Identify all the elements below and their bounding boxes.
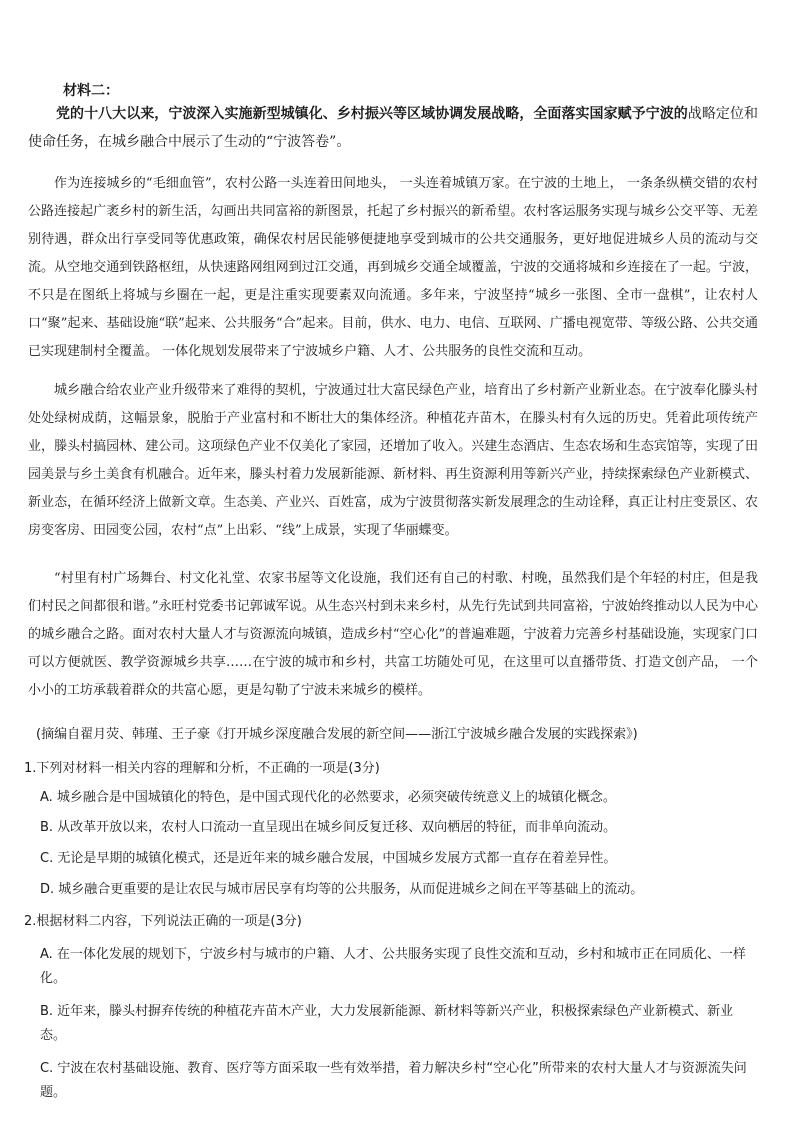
paragraph-2: 作为连接城乡的“毛细血管”，农村公路一头连着田间地头， 一头连着城镇万家。在宁波的土地上， 一条条纵横交错的农村公路连接起广袤乡村的新生活，勾画出共同富裕的新图景，托起了乡村振兴的新希望。农村客运服务实现与城乡公交平等、无差别待遇，群众出行享受同等优惠政策，确保农村居民能够便捷地享受到城市的公共交通服务，更好地促进城乡人员的流动与交流。从空地交通到铁路枢纽，从快速路网组网到过江交通，再到城乡交通全域覆盖，宁波的交通将城和乡连接在了一起。宁波，不只是在图纸上将城与乡圈在一起，更是注重实现要素双向流通。多年来，宁波坚持“城乡一张图、全市一盘棋”，让农村人口“聚”起来、基础设施“联”起来、公共服务“合”起来。目前，供水、电力、电信、互联网、广播电视宽带、等级公路、公共交通已实现建制村全覆盖。 一体化规划发展带来了宁波城乡户籍、人才、公共服务的良性交流和互动。 — [28, 176, 758, 359]
question-1-option-a: A. 城乡融合是中国城镇化的特色，是中国式现代化的必然要求，必须突破传统意义上的城镇化概念。 — [40, 790, 616, 805]
question-1-option-c: C. 无论是早期的城镇化模式，还是近年来的城乡融合发展，中国城乡发展方式都一直存在着差异性。 — [40, 851, 617, 866]
material-heading: 材料二： — [63, 83, 119, 99]
question-2-stem: 2.根据材料二内容，下列说法正确的一项是(3分) — [24, 914, 302, 929]
question-1-stem: 1.下列对材料一相关内容的理解和分析，不正确的一项是(3分) — [24, 761, 380, 776]
question-2-option-c: C. 宁波在农村基础设施、教育、医疗等方面采取一些有效举措，着力解决乡村“空心化”所带来的农村大量人才与资源流失问题。 — [40, 1061, 747, 1100]
question-1-option-d: D. 城乡融合更重要的是让农民与城市居民享有均等的公共服务，从而促进城乡之间在平等基础上的流动。 — [40, 882, 644, 897]
question-1-option-b: B. 从改革开放以来，农村人口流动一直呈现出在城乡间反复迁移、双向栖居的特征，而非单向流动。 — [40, 820, 617, 835]
paragraph-4: “村里有村广场舞台、村文化礼堂、农家书屋等文化设施，我们还有自己的村歌、村晚，虽然我们是个年轻的村庄，但是我们村民之间都很和谐。”永旺村党委书记郭诚军说。从生态兴村到未来乡村，从先行先试到共同富裕，宁波始终推动以人民为中心的城乡融合之路。面对农村大量人才与资源流向城镇，造成乡村“空心化”的普遍难题，宁波着力完善乡村基础设施，实现家门口可以方便就医、教学资源城乡共享……在宁波的城市和乡村，共富工坊随处可见，在这里可以直播带货、打造文创产品， 一个小小的工坊承载着群众的共富心愿，更是勾勒了宁波未来城乡的模样。 — [28, 571, 758, 698]
question-2-option-b: B. 近年来，滕头村摒弃传统的种植花卉苗木产业，大力发展新能源、新材料等新兴产业，积极探索绿色产业新模式、新业态。 — [40, 1004, 734, 1043]
paragraph-1-bold: 党的十八大以来，宁波深入实施新型城镇化、乡村振兴等区域协调发展战略，全面落实国家赋予宁波的 — [56, 106, 688, 122]
paragraph-1-rest: 战略定位和使命任务，在城乡融合中展示了生动的“宁波答卷”。 — [28, 106, 759, 150]
paragraph-3: 城乡融合给农业产业升级带来了难得的契机，宁波通过壮大富民绿色产业，培育出了乡村新产业新业态。在宁波奉化滕头村处处绿树成荫，这幅景象，脱胎于产业富村和不断壮大的集体经济。种植花卉苗木，在滕头村有久远的历史。凭着此项传统产业，滕头村搞园林、建公司。这项绿色产业不仅美化了家园，还增加了收入。兴建生态酒店、生态农场和生态宾馆等，实现了田园美景与乡土美食有机融合。近年来，滕头村着力发展新能源、新材料、再生资源利用等新兴产业，持续探索绿色产业新模式、新业态，在循环经济上做新文章。生态美、产业兴、百姓富，成为宁波贯彻落实新发展理念的生动诠释，真正让村庄变景区、农房变客房、田园变公园，农村“点”上出彩、“线”上成景，实现了华丽蝶变。 — [28, 383, 758, 538]
source-citation: (摘编自翟月荧、韩瑾、王子豪《打开城乡深度融合发展的新空间——浙江宁波城乡融合发展的实践探索》) — [36, 727, 638, 742]
question-2-option-a: A. 在一体化发展的规划下，宁波乡村与城市的户籍、人才、公共服务实现了良性交流和互动，乡村和城市正在同质化、一样化。 — [40, 947, 746, 986]
paragraph-1 — [28, 100, 758, 156]
